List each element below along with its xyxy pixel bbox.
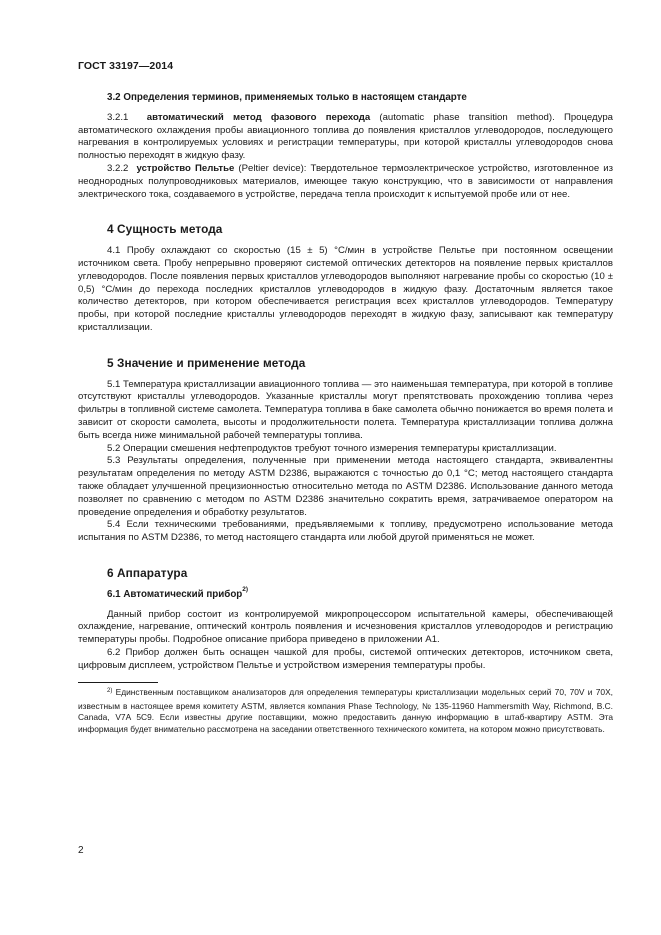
footnote-mark: 2)	[107, 688, 113, 695]
section-heading-4: 4 Сущность метода	[107, 222, 223, 237]
subsection-heading-3-2: 3.2 Определения терминов, применяемых только в настоящем стандарте	[107, 92, 467, 103]
paragraph-4-1: 4.1 Пробу охлаждают со скоростью (15 ± 5) °С/мин в устройстве Пельтье при постоянном освещении источником света. Пробу непрерывно проверяют системой оптических детекторов на появление первых кристаллов углеводородов. После появления первых кристаллов углеводородов выполняют нагревание пробы со скоростью (10 ± 0,5) °С/мин до перехода последних кристаллов углеводородов в жидкую фазу. Достаточным является такое количество детекторов, при котором обеспечивается регистрация всех кристаллов углеводородов. Температуру пробы, при которой последние кристаллы углеводородов переходят в жидкую фазу, записывают как температуру кристаллизации.	[78, 245, 613, 333]
paragraph-5-1: 5.1 Температура кристаллизации авиационного топлива — это наименьшая температура, при которой в топливе отсутствуют кристаллы углеводородов. Указанные кристаллы могут препятствовать прохождению топлива через фильтры в топливной системе самолета. Температура топлива в баке самолета обычно понижается во время полета и зависит от скорости самолета, высоты и продолжительности полета. Температура кристаллизации топлива должна быть всегда ниже минимальной рабочей температуры топлива.	[78, 378, 613, 441]
section-heading-5: 5 Значение и применение метода	[107, 355, 306, 370]
subsection-title: 6.1 Автоматический прибор	[107, 588, 243, 600]
paragraph-6-1: Данный прибор состоит из контролируемой микропроцессором испытательной камеры, обеспечивающей охлаждение, нагревание, оптический контроль появления и исчезновения кристаллов углеводородов и регистрацию температуры пробы. Подробное описание прибора приведено в приложении А1.	[78, 608, 613, 646]
definition-text: (automatic phase transition method). Процедура автоматического охлаждения пробы авиационного топлива до появления кристаллов углеводородов, последующего нагревания в контролируемых условиях и регистрации температуры, при которой кристаллы углеводородов снова полностью переходят в жидкую фазу.	[78, 111, 613, 162]
footnote-divider	[78, 682, 158, 683]
definition-3-2-2	[78, 163, 613, 201]
paragraph-5-3: 5.3 Результаты определения, полученные при применении метода настоящего стандарта, эквивалентны результатам определения по методу ASTM D2386, выражаются с точностью до 0,1 °С; метод настоящего стандарта также обладает улучшенной прецизионностью относительно метода по ASTM D2386. Использование данного метода позволяет по сравнению с методом по ASTM D2386 значительно сократить время, затрачиваемое оператором на проведение определения и обработку результатов.	[78, 455, 613, 518]
standard-header: ГОСТ 33197—2014	[78, 60, 174, 72]
definition-number: 3.2.1	[107, 111, 129, 123]
definition-term: устройство Пельтье	[136, 162, 235, 174]
section-heading-6: 6 Аппаратура	[107, 565, 188, 580]
footnote-body: Единственным поставщиком анализаторов для определения температуры кристаллизации модельных серий 70, 70V и 70Х, известным в настоящее время комитету ASTM, является компания Phase Technology, № 135-11960 Hammersmith Way, Richmond, B.C. Canada, V7A 5C9. Если известны другие поставщики, можно предоставить данную информацию в штаб-квартиру ASTM. Эта информация будет внимательно рассмотрена на заседании ответственного технического комитета, на котором можно присутствовать.	[78, 687, 613, 734]
footnote-text	[78, 687, 613, 735]
subsection-heading-6-1	[78, 586, 613, 602]
definition-term: автоматический метод фазового перехода	[146, 111, 371, 123]
footnote	[78, 687, 613, 735]
page-number: 2	[78, 845, 84, 856]
page-content	[78, 92, 613, 735]
definition-text: (Peltier device): Твердотельное термоэлектрическое устройство, изготовленное из неоднородных полупроводниковых материалов, имеющее такую конструкцию, что в зависимости от направления электрического тока, создаваемого в устройстве, передача тепла происходит к испытуемой пробе или от нее.	[78, 162, 613, 200]
paragraph-6-2: 6.2 Прибор должен быть оснащен чашкой для пробы, системой оптических детекторов, источником света, цифровым дисплеем, устройством Пельтье и устройством измерения температуры пробы.	[78, 646, 613, 671]
paragraph-5-2: 5.2 Операции смешения нефтепродуктов требуют точного измерения температуры кристаллизации.	[107, 442, 557, 454]
paragraph-5-4: 5.4 Если техническими требованиями, предъявляемыми к топливу, предусмотрено использование метода испытания по ASTM D2386, то метод настоящего стандарта или любой другой применяться не может.	[78, 519, 613, 544]
definition-3-2-1	[78, 112, 613, 163]
footnote-reference[interactable]: 2)	[242, 586, 249, 594]
definition-number: 3.2.2	[107, 162, 129, 174]
